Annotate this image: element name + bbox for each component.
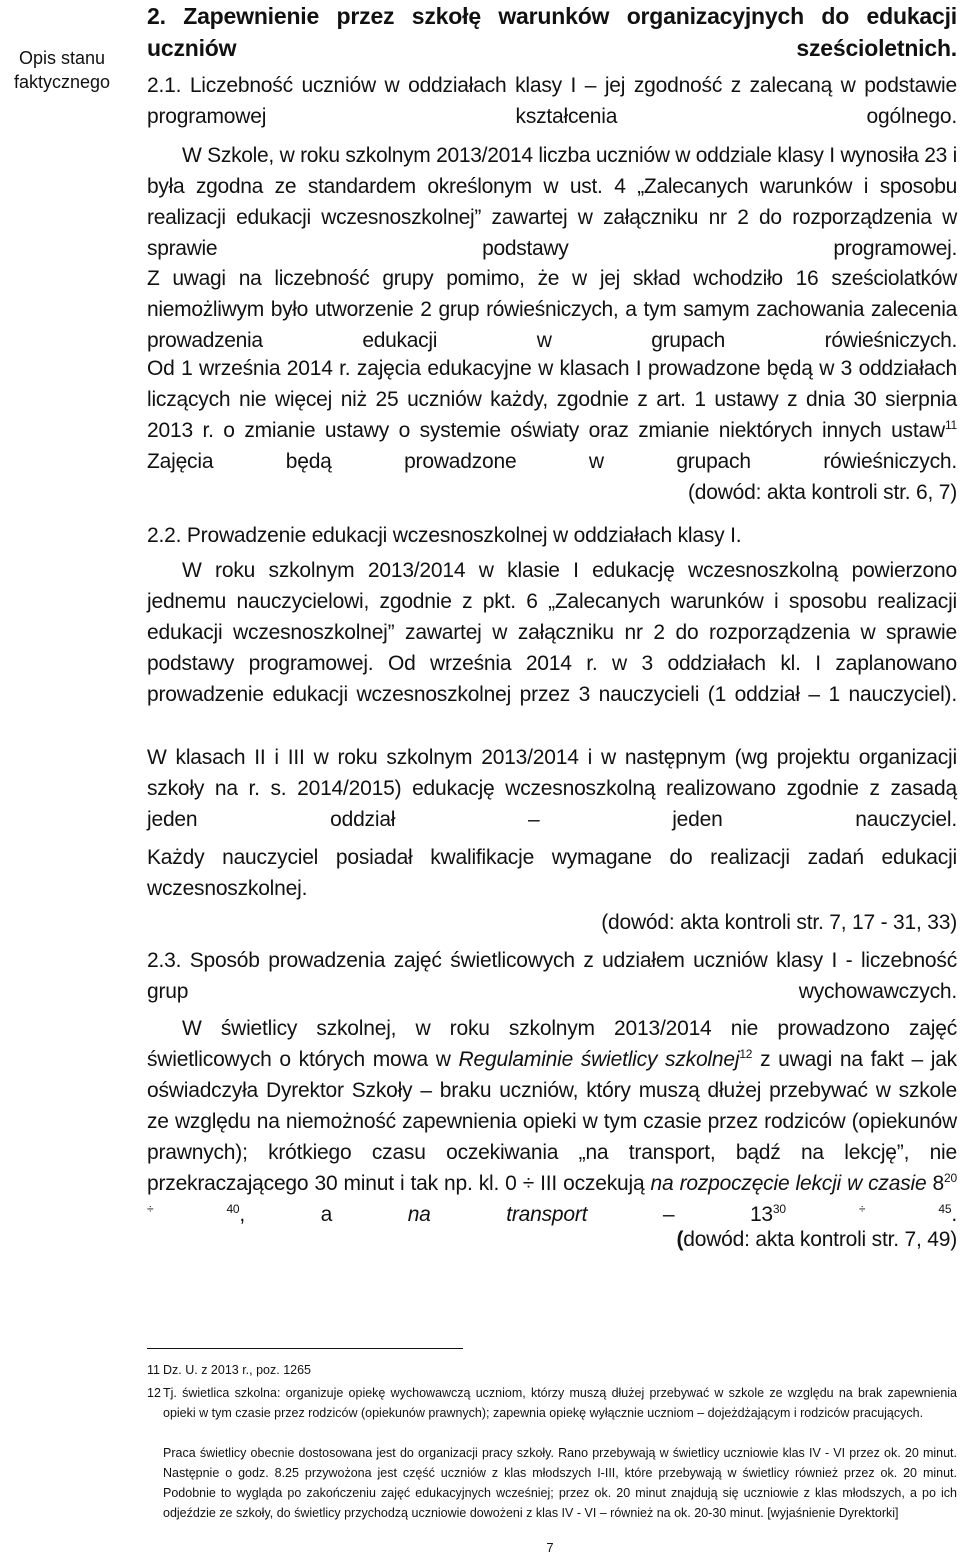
footnote-12-text-a: Tj. świetlica szkolna: organizuje opiekę wychowawczą uczniom, którzy muszą dłużej przebywać w szkole ze względu na brak zapewnienia opieki w tym czasie przez rodziców (opiekunów prawnych); zapewnia opiekę wyłącznie uczniom – dojeżdżającym i rodziców pracujących. bbox=[163, 1386, 957, 1420]
footnote-12 bbox=[147, 1383, 957, 1443]
s21-paragraph-3 bbox=[147, 353, 957, 477]
footnote-ref-11: 11 bbox=[944, 418, 957, 432]
footnote-11 bbox=[147, 1360, 957, 1380]
s23-p1-italic-lekcji: na rozpoczęcie lekcji w czasie bbox=[650, 1172, 927, 1195]
footnote-12-number: 12 bbox=[147, 1386, 161, 1400]
footnote-12-text-b: Praca świetlicy obecnie dostosowana jest do organizacji pracy szkoły. Rano przebywają w świetlicy uczniowie klas IV - VI przez ok. 20 minut. Następnie o godz. 8.25 przywożona jest część uczniów z klas młodszych I-III, które przebywają w świetlicy również przez ok. 20 minut. Podobnie to wygląda po zakończeniu zajęć edukacyjnych wcześniej; przez ok. 20 minut znajdują się uczniowie z klas młodszych, a po ich odjeździe ze szkoły, do świetlicy przychodzą uczniowie dowożeni z klas IV - VI – również na ok. 20-30 minut. [wyjaśnienie Dyrektorki] bbox=[163, 1446, 957, 1520]
s23-evidence bbox=[147, 1224, 957, 1255]
s21-title: 2.1. Liczebność uczniów w oddziałach klasy I – jej zgodność z zalecaną w podstawie programowej kształcenia ogólnego. bbox=[147, 74, 957, 128]
footnote-12-continued bbox=[147, 1443, 957, 1533]
s23-evidence-bold-paren: ( bbox=[676, 1228, 684, 1251]
footnote-separator bbox=[147, 1348, 463, 1349]
s22-paragraph-2: W klasach II i III w roku szkolnym 2013/2014 i w następnym (wg projektu organizacji szkoły na r. s. 2014/2015) edukację wczesnoszkolną realizowano zgodnie z zasadą jeden oddział – jeden nauczyciel. bbox=[147, 746, 957, 831]
s23-p1-text-b: z uwagi na fakt – jak oświadczyła Dyrektor Szkoły – braku uczniów, który muszą dłużej przebywać w szkole ze względu na niemożność zapewnienia opieki w tym czasie przez rodziców (opiekunów prawnych); krótkiego czasu oczekiwania „na transport, bądź na lekcję”, nie przekraczającego 30 minut i tak np. kl. 0 ÷ III oczekują bbox=[147, 1048, 957, 1195]
s22-paragraph-3: Każdy nauczyciel posiadał kwalifikacje wymagane do realizacji zadań edukacji wczesnoszkolnej. bbox=[147, 846, 957, 900]
s23-p1-time-1: 8 bbox=[926, 1172, 945, 1195]
s23-p1-italic-regulamin: Regulaminie świetlicy szkolnej bbox=[458, 1048, 740, 1071]
s23-p1-text-a: W świetlicy szkolnej, w roku szkolnym 2013/2014 nie prowadzono zajęć świetlicowych o których mowa w bbox=[147, 1017, 957, 1071]
footnote-ref-12: 12 bbox=[739, 1047, 753, 1061]
side-label: Opis stanu faktycznego bbox=[13, 48, 111, 92]
s22-paragraph-1: W roku szkolnym 2013/2014 w klasie I edukację wczesnoszkolną powierzono jednemu nauczycielowi, zgodnie z pkt. 6 „Zalecanych warunków i sposobu realizacji edukacji wczesnoszkolnej” zawartej w załączniku nr 2 do rozporządzenia w sprawie podstawy programowej. Od września 2014 r. w 3 oddziałach kl. I zaplanowano prowadzenie edukacji wczesnoszkolnej przez 3 nauczycieli (1 oddział – 1 nauczyciel). bbox=[147, 559, 957, 706]
s21-paragraph-1: W Szkole, w roku szkolnym 2013/2014 liczba uczniów w oddziale klasy I wynosiła 23 i była zgodna ze standardem określonym w ust. 4 „Zalecanych warunków i sposobu realizacji edukacji wczesnoszkolnej” zawartej w załączniku nr 2 do rozporządzenia w sprawie podstawy programowej. bbox=[147, 144, 957, 260]
s23-p1-connector: , a bbox=[239, 1203, 408, 1226]
s21-evidence: (dowód: akta kontroli str. 6, 7) bbox=[687, 481, 957, 504]
s23-p1-italic-transport: na transport bbox=[407, 1203, 588, 1226]
s22-title: 2.2. Prowadzenie edukacji wczesnoszkolnej w oddziałach klasy I. bbox=[147, 524, 742, 547]
s23-p1-time-2: – 13 bbox=[587, 1203, 773, 1226]
s21-p3-text-a: Od 1 września 2014 r. zajęcia edukacyjne w klasach I prowadzone będą w 3 oddziałach liczących nie więcej niż 25 uczniów każdy, zgodnie z art. 1 ustawy z dnia 30 sierpnia 2013 r. o zmianie ustawy o systemie oświaty oraz zmianie niektórych innych ustaw bbox=[147, 357, 957, 442]
footnote-11-text: Dz. U. z 2013 r., poz. 1265 bbox=[163, 1363, 311, 1377]
s23-p1-time-2-sup: 30 ÷ 45 bbox=[772, 1202, 952, 1216]
s21-p3-text-b: Zajęcia będą prowadzone w grupach rówieśniczych. bbox=[147, 450, 957, 473]
s23-evidence-text: dowód: akta kontroli str. 7, 49) bbox=[683, 1228, 957, 1251]
s21-paragraph-2: Z uwagi na liczebność grupy pomimo, że w jej skład wchodziło 16 sześciolatków niemożliwym było utworzenie 2 grup rówieśniczych, a tym samym zachowania zalecenia prowadzenia edukacji w grupach rówieśniczych. bbox=[147, 267, 957, 352]
s23-p1-end: . bbox=[951, 1203, 957, 1226]
footnote-11-number: 11 bbox=[147, 1363, 160, 1377]
section-heading: 2. Zapewnienie przez szkołę warunków organizacyjnych do edukacji uczniów sześcioletnich. bbox=[147, 3, 957, 61]
page-number: 7 bbox=[546, 1540, 554, 1555]
s22-evidence: (dowód: akta kontroli str. 7, 17 - 31, 33) bbox=[601, 911, 957, 934]
s23-title: 2.3. Sposób prowadzenia zajęć świetlicowych z udziałem uczniów klasy I - liczebność grup wychowawczych. bbox=[147, 949, 957, 1003]
s23-paragraph-1 bbox=[147, 1013, 957, 1230]
s23-p1-time-1-sup: 20 ÷ 40 bbox=[147, 1171, 957, 1216]
